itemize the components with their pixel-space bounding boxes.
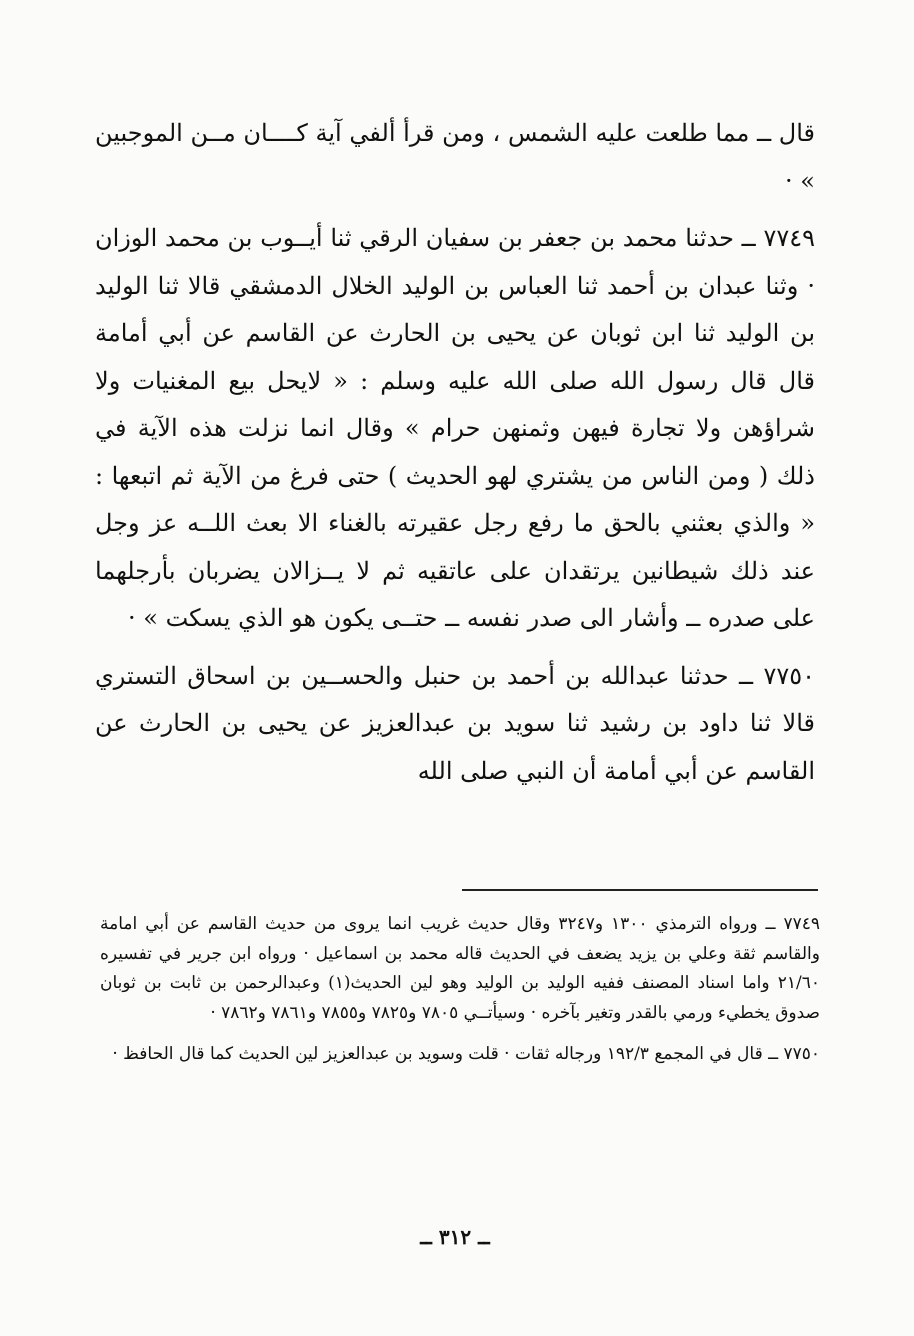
footnote-7749: ٧٧٤٩ ــ ورواه الترمذي ١٣٠٠ و٣٢٤٧ وقال حديث غريب انما يروى من حديث القاسم عن أبي امامة والقاسم ثقة وعلي بن يزيد يضعف في الحديث قاله محمد بن اسماعيل · ورواه ابن جرير في تفسيره ٢١/٦٠ واما اسناد المصنف ففيه الوليد بن الوليد وهو لين الحديث(١) وعبدالرحمن بن ثابت بن ثوبان صدوق يخطيء ورمي بالقدر وتغير بآخره · وسيأتــي ٧٨٠٥ و٧٨٢٥ و٧٨٥٥ و٧٨٦١ و٧٨٦٢ · xyxy=(100,914,820,1023)
paragraph-hadith-7750: ٧٧٥٠ ــ حدثنا عبدالله بن أحمد بن حنبل والحســين بن اسحاق التستري قالا ثنا داود بن رشيد ثنا سويد بن عبدالعزيز عن يحيى بن الحارث عن القاسم عن أبي أمامة أن النبي صلى الله xyxy=(95,661,815,785)
paragraph-hadith-7749: ٧٧٤٩ ــ حدثنا محمد بن جعفر بن سفيان الرقي ثنا أيــوب بن محمد الوزان · وثنا عبدان بن أحمد ثنا العباس بن الوليد الخلال الدمشقي قالا ثنا الوليد بن الوليد ثنا ابن ثوبان عن يحيى بن الحارث عن القاسم عن أبي أمامة قال قال رسول الله صلى الله عليه وسلم : « لايحل بيع المغنيات ولا شراؤهن ولا تجارة فيهن وثمنهن حرام » وقال انما نزلت هذه الآية في ذلك ( ومن الناس من يشتري لهو الحديث ) حتى فرغ من الآية ثم اتبعها : « والذي بعثني بالحق ما رفع رجل عقيرته بالغناء الا بعث اللــه عز وجل عند ذلك شيطانين يرتقدان على عاتقيه ثم لا يــزالان يضربان بأرجلهما على صدره ــ وأشار الى صدر نفسه ــ حتــى يكون هو الذي يسكت » · xyxy=(95,224,816,632)
footnote-7750: ٧٧٥٠ ــ قال في المجمع ١٩٢/٣ ورجاله ثقات · قلت وسويد بن عبدالعزيز لين الحديث كما قال الحافظ · xyxy=(112,1044,820,1064)
main-text-block xyxy=(95,110,815,795)
page-number: ــ ٣١٢ ــ xyxy=(420,1225,490,1249)
footnotes-block xyxy=(100,910,820,1070)
paragraph-continuation: قال ــ مما طلعت عليه الشمس ، ومن قرأ ألفي آية كــــان مــن الموجبين » · xyxy=(95,119,815,195)
footnote-separator-line xyxy=(462,889,818,891)
